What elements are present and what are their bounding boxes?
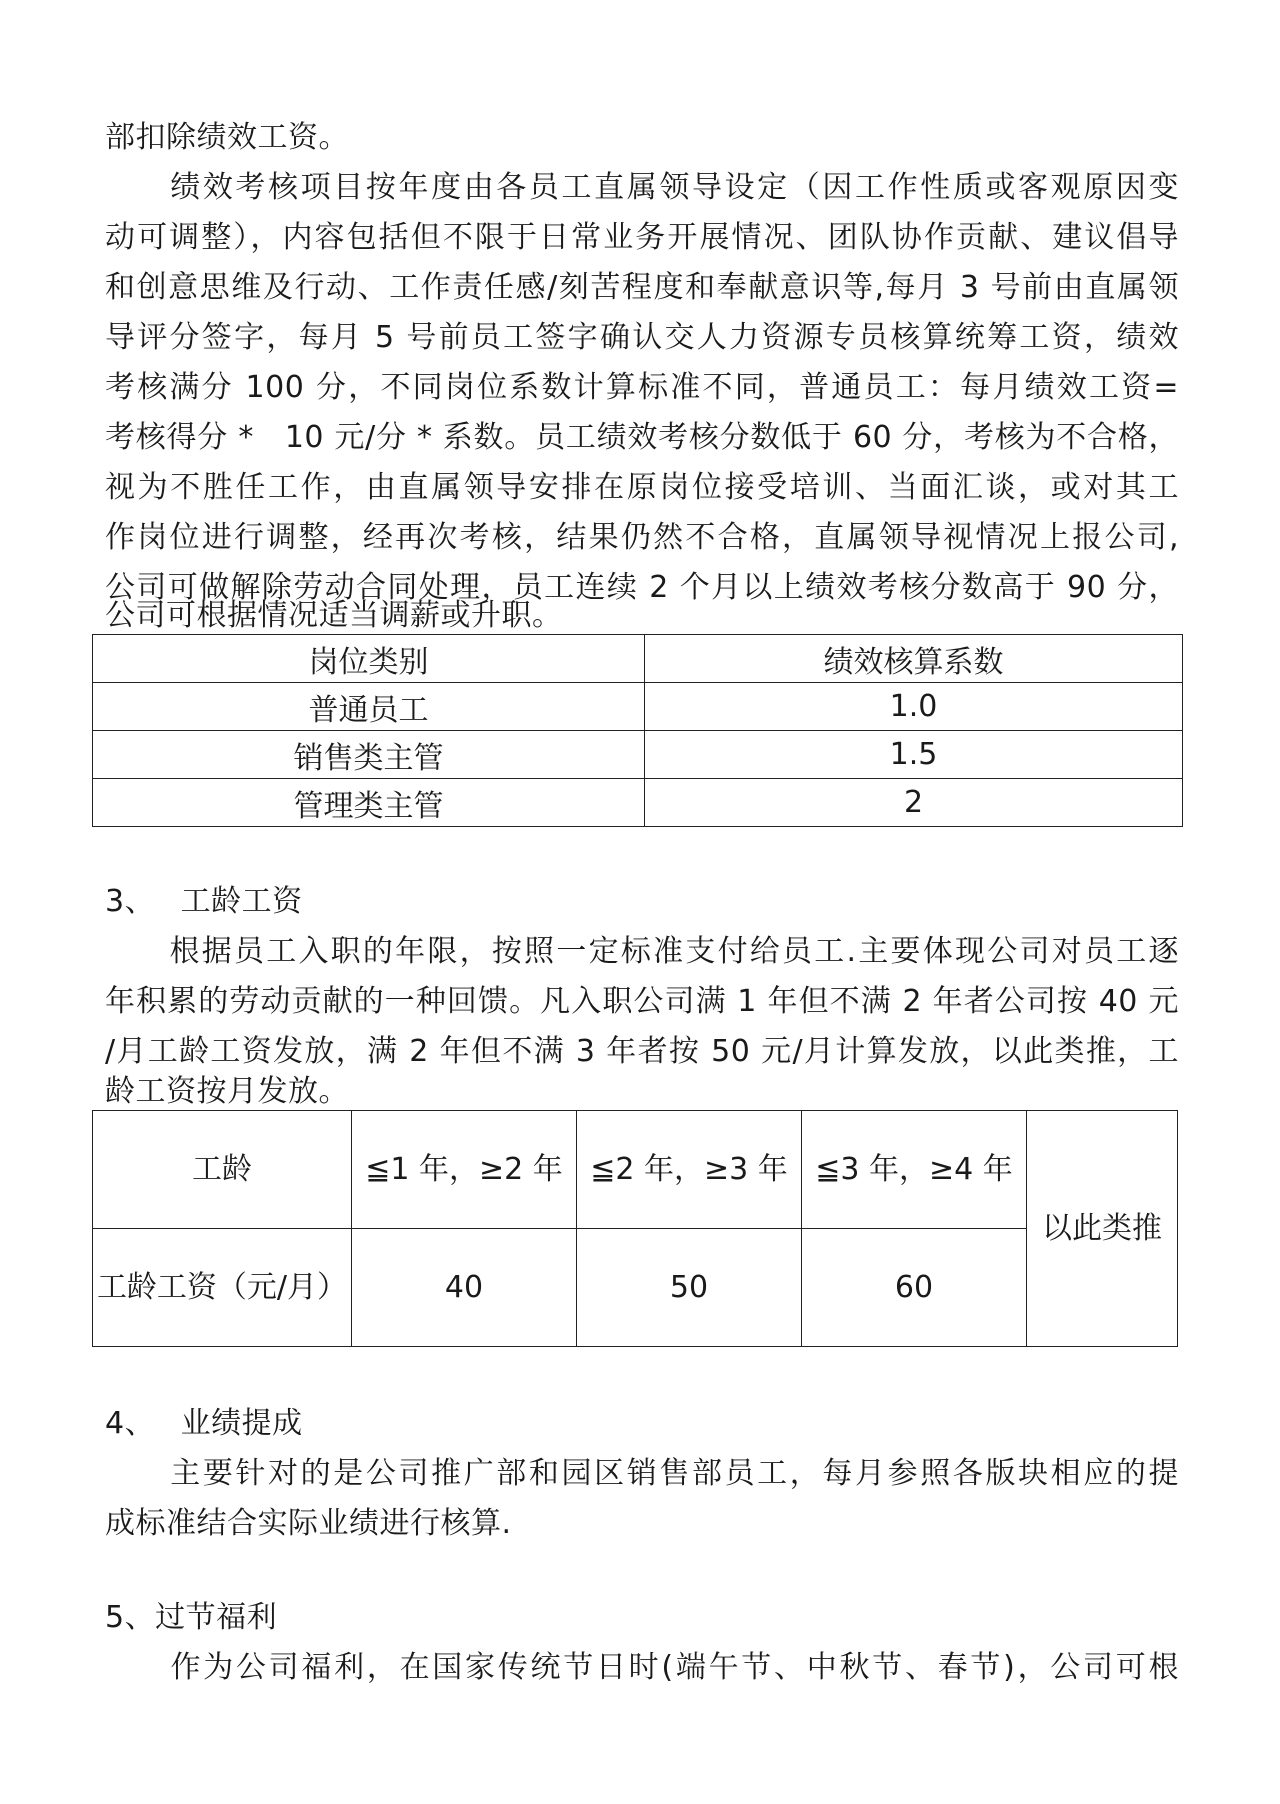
table-row xyxy=(93,683,1183,731)
paragraph-line: 导评分签字，每月 5 号前员工签字确认交人力资源专员核算统筹工资，绩效 xyxy=(105,320,1179,355)
paragraph-line: 作为公司福利，在国家传统节日时(端午节、中秋节、春节)，公司可根 xyxy=(105,1650,1179,1685)
table-header-cell: ≦3 年，≥4 年 xyxy=(802,1111,1027,1229)
table-header-cell: 工龄 xyxy=(93,1111,352,1229)
paragraph-line: 考核得分 * 10 元/分 * 系数。员工绩效考核分数低于 60 分，考核为不合格， xyxy=(105,420,1179,455)
paragraph-line: 根据员工入职的年限，按照一定标准支付给员工.主要体现公司对员工逐 xyxy=(105,934,1179,969)
table-header-cell: 绩效核算系数 xyxy=(645,635,1183,683)
table-header-row xyxy=(93,635,1183,683)
section-heading: 5、过节福利 xyxy=(105,1600,278,1635)
table-cell: 60 xyxy=(802,1229,1027,1347)
table-row xyxy=(93,731,1183,779)
paragraph-line: 动可调整），内容包括但不限于日常业务开展情况、团队协作贡献、建议倡导 xyxy=(105,220,1179,255)
paragraph-line: 和创意思维及行动、工作责任感/刻苦程度和奉献意识等,每月 3 号前由直属领 xyxy=(105,270,1179,305)
table-header-cell: 岗位类别 xyxy=(93,635,645,683)
paragraph-line: 成标准结合实际业绩进行核算. xyxy=(105,1506,512,1541)
table-row xyxy=(93,1111,1178,1229)
table-cell: 1.0 xyxy=(645,683,1183,731)
paragraph-line: 公司可根据情况适当调薪或升职。 xyxy=(105,598,563,633)
seniority-table xyxy=(92,1110,1178,1347)
paragraph-line: 作岗位进行调整，经再次考核，结果仍然不合格，直属领导视情况上报公司, xyxy=(105,520,1179,555)
table-row xyxy=(93,1229,1178,1347)
table-cell: 50 xyxy=(577,1229,802,1347)
paragraph-line: 考核满分 100 分，不同岗位系数计算标准不同，普通员工：每月绩效工资= xyxy=(105,370,1179,405)
table-cell: 2 xyxy=(645,779,1183,827)
coefficient-table xyxy=(92,634,1183,827)
table-cell: 管理类主管 xyxy=(93,779,645,827)
table-cell: 1.5 xyxy=(645,731,1183,779)
paragraph-line: 绩效考核项目按年度由各员工直属领导设定（因工作性质或客观原因变 xyxy=(105,170,1179,205)
table-cell: 销售类主管 xyxy=(93,731,645,779)
table-cell: 普通员工 xyxy=(93,683,645,731)
paragraph-line: 主要针对的是公司推广部和园区销售部员工，每月参照各版块相应的提 xyxy=(105,1456,1179,1491)
table-row xyxy=(93,779,1183,827)
table-header-cell: ≦1 年，≥2 年 xyxy=(352,1111,577,1229)
table-header-cell: ≦2 年，≥3 年 xyxy=(577,1111,802,1229)
paragraph-line: 公司可做解除劳动合同处理，员工连续 2 个月以上绩效考核分数高于 90 分， xyxy=(105,570,1179,605)
paragraph-line: 视为不胜任工作，由直属领导安排在原岗位接受培训、当面汇谈，或对其工 xyxy=(105,470,1179,505)
table-cell: 40 xyxy=(352,1229,577,1347)
table-cell-etc: 以此类推 xyxy=(1027,1111,1178,1347)
paragraph-line: 部扣除绩效工资。 xyxy=(105,120,349,155)
paragraph-line: 龄工资按月发放。 xyxy=(105,1074,349,1109)
table-cell: 工龄工资（元/月） xyxy=(93,1229,352,1347)
section-heading: 3、 工龄工资 xyxy=(105,884,303,919)
section-heading: 4、 业绩提成 xyxy=(105,1406,303,1441)
paragraph-line: 年积累的劳动贡献的一种回馈。凡入职公司满 1 年但不满 2 年者公司按 40 元 xyxy=(105,984,1179,1019)
paragraph-line: /月工龄工资发放，满 2 年但不满 3 年者按 50 元/月计算发放，以此类推，工 xyxy=(105,1034,1179,1069)
